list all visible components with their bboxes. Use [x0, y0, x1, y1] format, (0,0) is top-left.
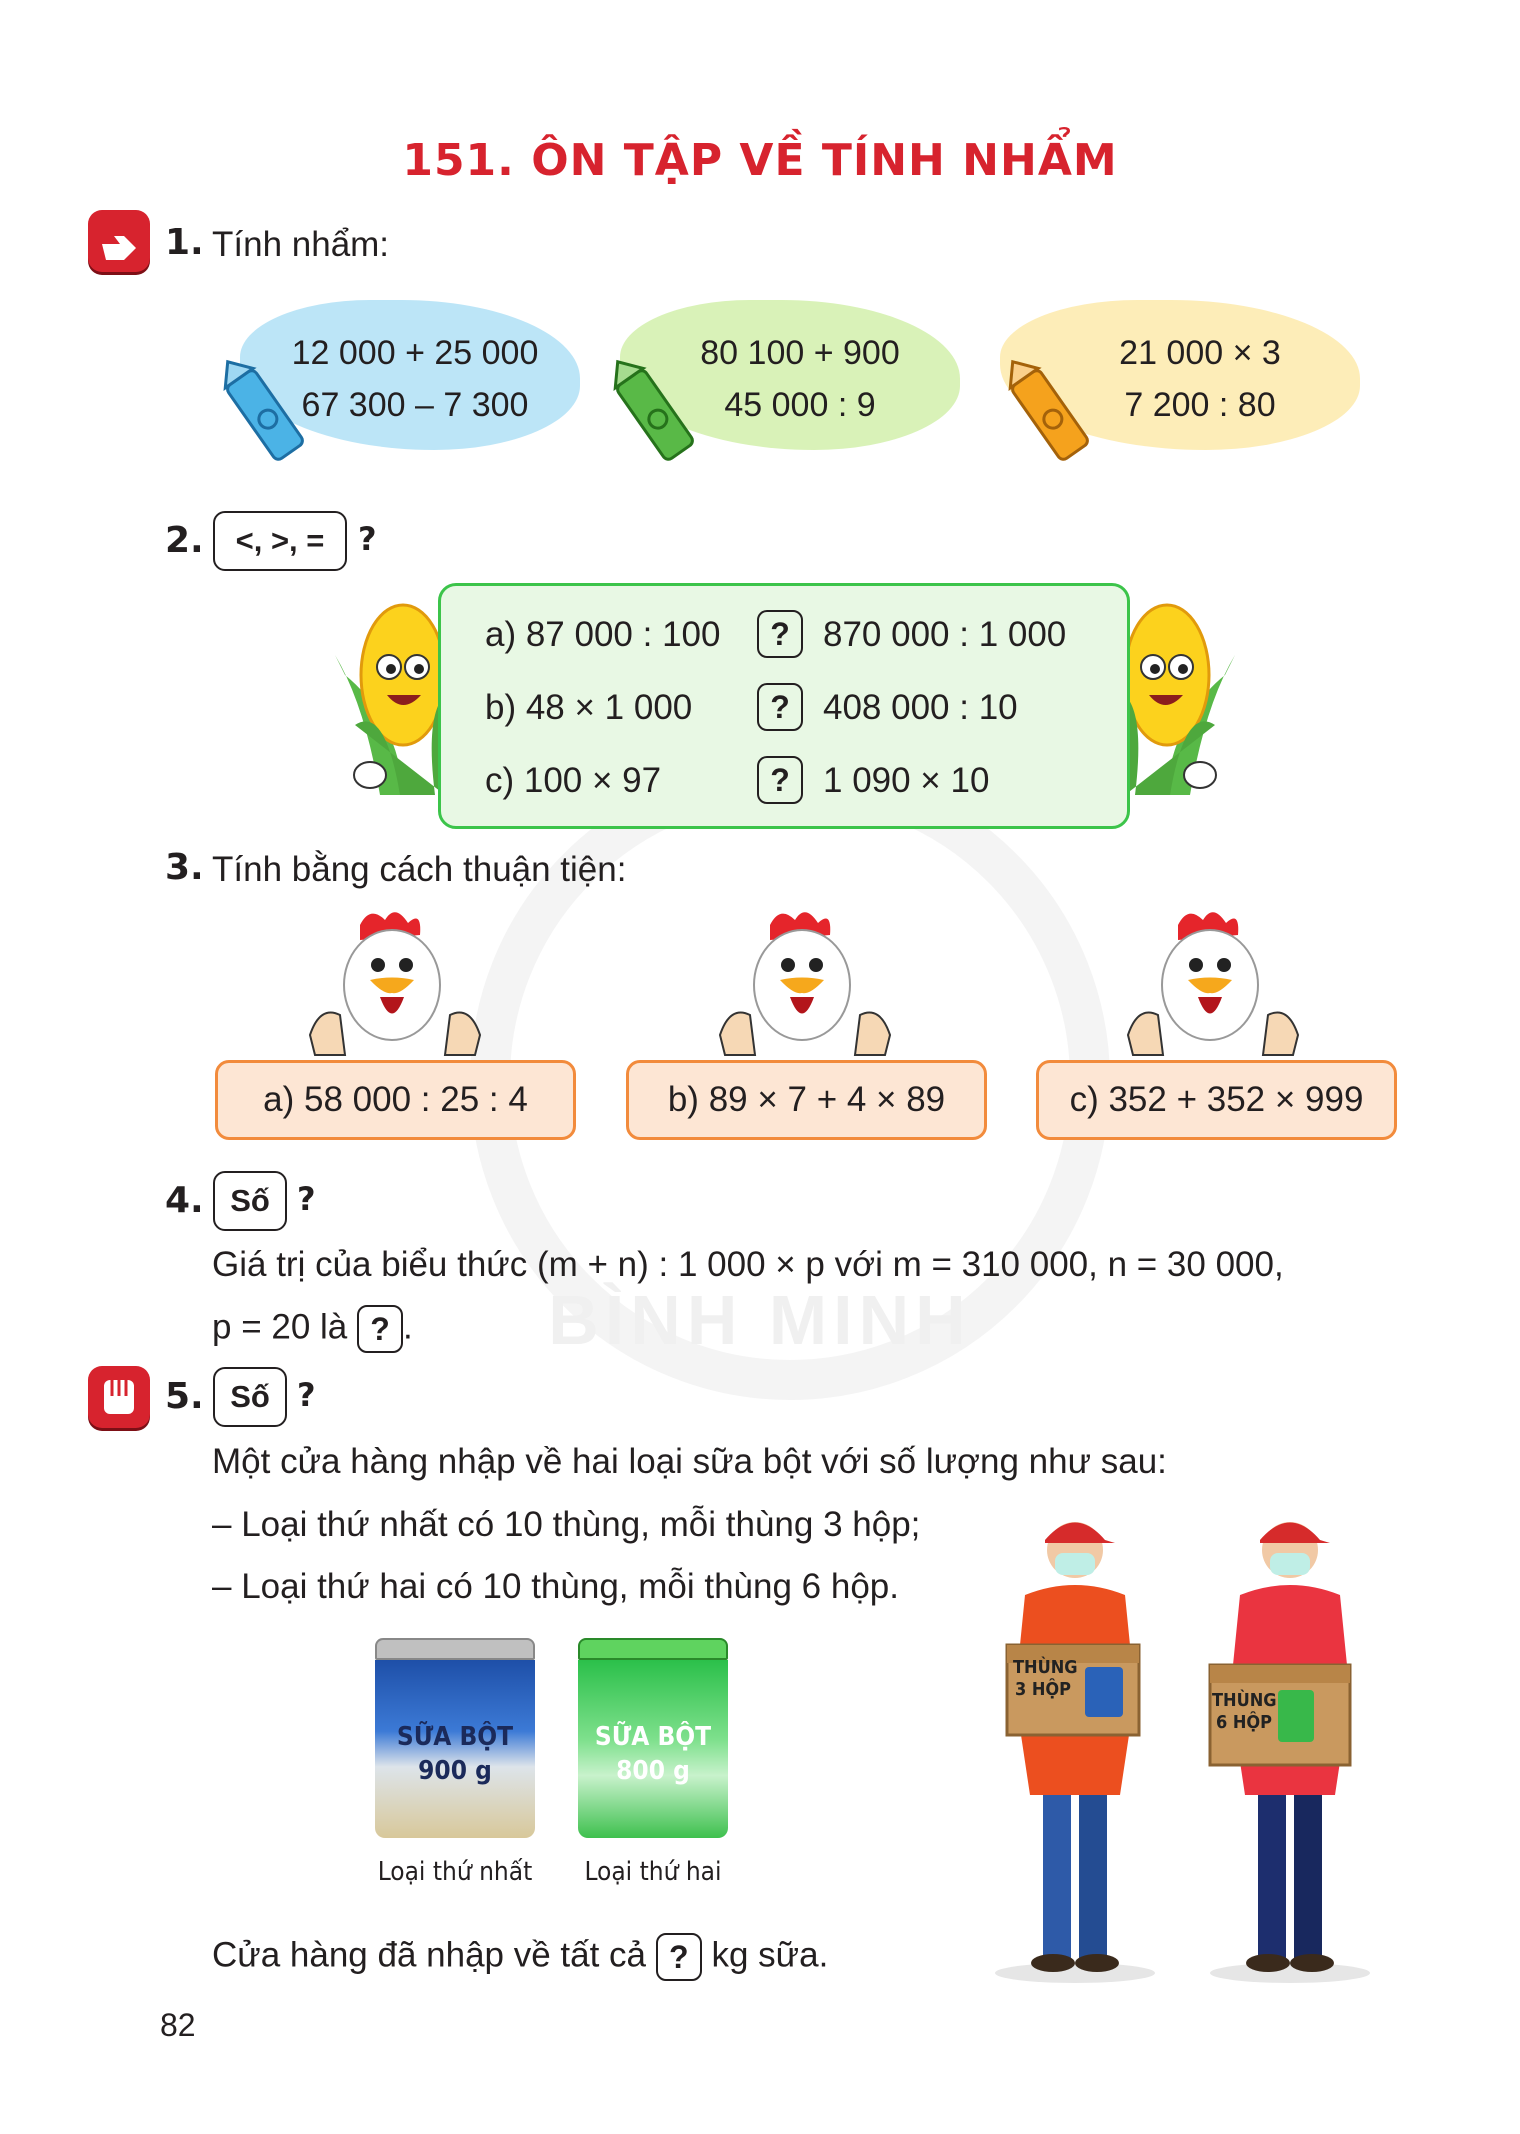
exercise-4-text-line1: Giá trị của biểu thức (m + n) : 1 000 × p với m = 310 000, n = 30 000,: [212, 1245, 1284, 1284]
delivery-worker-right-icon: [1200, 1495, 1380, 1985]
page-number: 82: [160, 2007, 196, 2043]
exercise-icon: [88, 210, 150, 272]
comparison-left: a) 87 000 : 100: [485, 615, 721, 654]
calc-line: 80 100 + 900: [700, 334, 900, 372]
comparison-answer-box[interactable]: ?: [757, 683, 803, 731]
exercise-5-answer-box[interactable]: ?: [656, 1933, 702, 1981]
milk-can-blue: [375, 1638, 535, 1838]
calc-line: 7 200 : 80: [1124, 386, 1276, 424]
calc-line: 21 000 × 3: [1119, 334, 1281, 372]
milk-can-green: [578, 1638, 728, 1838]
comparison-right: 870 000 : 1 000: [823, 615, 1067, 654]
can-lid: [578, 1638, 728, 1660]
box-label-right: [1212, 1690, 1276, 1734]
exercise-3-item-b: b) 89 × 7 + 4 × 89: [626, 1060, 987, 1140]
watermark-text: BÌNH MINH: [548, 1281, 972, 1359]
operators-box: [213, 511, 347, 571]
rooster-mascot-icon: [710, 905, 900, 1065]
number-label: Số: [230, 1183, 270, 1218]
operators-label: <, >, =: [235, 523, 325, 558]
calc-line: 67 300 – 7 300: [301, 386, 529, 424]
comparison-right: 1 090 × 10: [823, 761, 990, 800]
calc-group-1: [265, 327, 565, 431]
exercise-4-text-line2: [212, 1305, 413, 1353]
number-label-box: [213, 1367, 287, 1427]
can-caption: Loại thứ nhất: [377, 1857, 533, 1887]
comparison-row: [485, 671, 1105, 744]
comparison-left: c) 100 × 97: [485, 761, 662, 800]
exercise-5-icon: [88, 1366, 150, 1428]
comparison-answer-box[interactable]: ?: [757, 756, 803, 804]
exercise-4-answer-box[interactable]: ?: [357, 1305, 403, 1353]
number-label: Số: [230, 1379, 270, 1414]
rooster-mascot-icon: [300, 905, 490, 1065]
exercise-3-instruction: Tính bằng cách thuận tiện:: [212, 850, 627, 889]
box-label-left: [1013, 1657, 1078, 1701]
corn-mascot-right-icon: [1115, 595, 1245, 810]
exercise-1-instruction: Tính nhẩm:: [212, 225, 390, 264]
can-name: SỮA BỘT: [396, 1722, 514, 1752]
calc-line: 12 000 + 25 000: [291, 334, 539, 372]
box-label-line: THÙNG: [1212, 1690, 1277, 1711]
box-label-line: 6 HỘP: [1215, 1712, 1273, 1733]
corn-mascot-left-icon: [325, 595, 455, 810]
exercise-4-text-before: p = 20 là: [212, 1307, 348, 1347]
answer-after: kg sữa.: [711, 1935, 829, 1975]
box-label-line: 3 HỘP: [1014, 1679, 1072, 1700]
exercise-3-item-a: a) 58 000 : 25 : 4: [215, 1060, 576, 1140]
hand-pointing-icon: [88, 210, 150, 272]
calc-line: 45 000 : 9: [724, 386, 876, 424]
can-lid: [375, 1638, 535, 1660]
exercise-5-line1: – Loại thứ nhất có 10 thùng, mỗi thùng 3 hộp;: [212, 1505, 921, 1544]
delivery-worker-left-icon: [985, 1495, 1165, 1985]
calc-group-3: [1050, 327, 1350, 431]
comparison-rows: [485, 598, 1105, 817]
comparison-answer-box[interactable]: ?: [757, 610, 803, 658]
can-body: [375, 1660, 535, 1838]
can-weight: 900 g: [418, 1756, 492, 1786]
page-title: 151. ÔN TẬP VỀ TÍNH NHẨM: [402, 135, 1118, 186]
exercise-4-number: 4.: [165, 1180, 204, 1221]
exercise-5-answer-line: [212, 1933, 828, 1981]
box-label-line: THÙNG: [1013, 1657, 1078, 1678]
comparison-panel: [438, 583, 1130, 829]
can-body: [578, 1660, 728, 1838]
exercise-4-text-after: .: [402, 1307, 413, 1347]
exercise-4-question-mark: ?: [297, 1180, 316, 1218]
exercise-5-intro: Một cửa hàng nhập về hai loại sữa bột với số lượng như sau:: [212, 1442, 1167, 1481]
exercise-3-item-c: c) 352 + 352 × 999: [1036, 1060, 1397, 1140]
can-name: SỮA BỘT: [594, 1722, 712, 1752]
comparison-row: [485, 744, 1105, 817]
exercise-1-number: 1.: [165, 222, 204, 263]
comparison-right: 408 000 : 10: [823, 688, 1018, 727]
calc-group-2: [650, 327, 950, 431]
fist-icon: [88, 1366, 150, 1428]
comparison-left: b) 48 × 1 000: [485, 688, 693, 727]
rooster-mascot-icon: [1118, 905, 1308, 1065]
exercise-5-line2: – Loại thứ hai có 10 thùng, mỗi thùng 6 hộp.: [212, 1567, 899, 1606]
number-label-box: [213, 1171, 287, 1231]
exercise-2-number: 2.: [165, 520, 204, 561]
exercise-5-number: 5.: [165, 1376, 204, 1417]
exercise-2-question-mark: ?: [358, 520, 377, 558]
answer-before: Cửa hàng đã nhập về tất cả: [212, 1935, 647, 1975]
can-weight: 800 g: [616, 1756, 690, 1786]
exercise-5-question-mark: ?: [297, 1376, 316, 1414]
exercise-3-number: 3.: [165, 847, 204, 888]
comparison-row: [485, 598, 1105, 671]
can-caption: Loại thứ hai: [584, 1857, 722, 1887]
